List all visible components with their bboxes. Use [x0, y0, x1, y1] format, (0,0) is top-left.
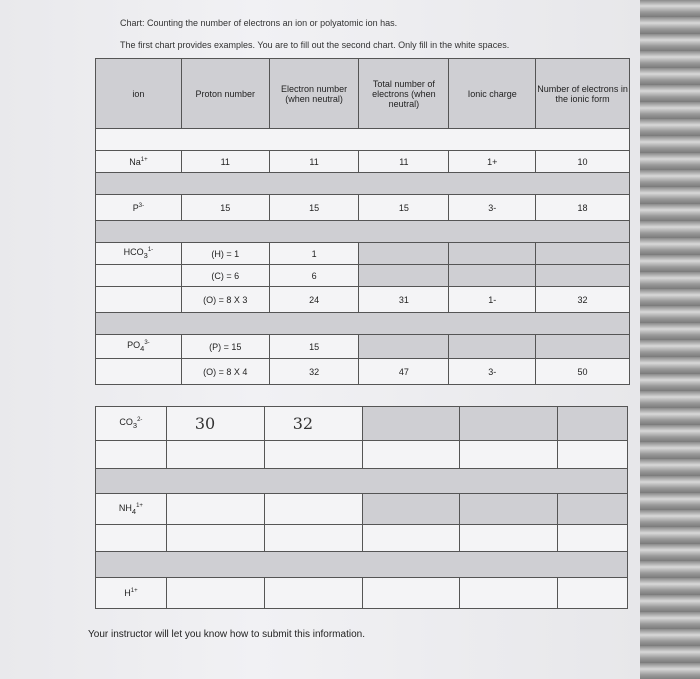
proton-input[interactable]: [166, 578, 264, 609]
spacer-row: [96, 173, 630, 195]
footer-text: Your instructor will let you know how to submit this information.: [88, 629, 365, 640]
ion-cell: [96, 525, 167, 552]
ionic-cell: 10: [536, 151, 630, 173]
total-cell: 15: [359, 195, 449, 221]
total-input[interactable]: [362, 525, 460, 552]
table-row: [96, 243, 630, 265]
proton-cell: 15: [181, 195, 269, 221]
ion-cell: $H^{1+}$: [96, 578, 167, 609]
electron-cell: 15: [269, 195, 359, 221]
proton-input[interactable]: [166, 441, 264, 469]
ionic-input[interactable]: [558, 441, 628, 469]
charge-cell: [460, 407, 558, 441]
ion-cell: $HCO_3^{1-}$: [96, 243, 182, 265]
ionic-cell: [536, 243, 630, 265]
electron-cell: 24: [269, 287, 359, 313]
ionic-cell: [558, 494, 628, 525]
ionic-input[interactable]: [558, 525, 628, 552]
total-cell: [359, 265, 449, 287]
charge-input[interactable]: [460, 578, 558, 609]
proton-input[interactable]: [166, 494, 264, 525]
ion-cell: [96, 441, 167, 469]
spacer-row: [96, 469, 628, 494]
spacer-row: [96, 221, 630, 243]
ion-cell: $PO_4^{3-}$: [96, 335, 182, 359]
header-proton: Proton number: [181, 59, 269, 129]
ion-cell: $Na^{1+}$: [96, 151, 182, 173]
total-input[interactable]: [362, 578, 460, 609]
spiral-binding: [640, 0, 700, 679]
ionic-input[interactable]: [558, 578, 628, 609]
total-cell: 31: [359, 287, 449, 313]
chart-title: Chart: Counting the number of electrons an ion or polyatomic ion has.: [120, 18, 398, 28]
electron-input[interactable]: [264, 578, 362, 609]
charge-input[interactable]: [460, 441, 558, 469]
total-cell: 47: [359, 359, 449, 385]
electron-input[interactable]: [264, 441, 362, 469]
total-cell: [362, 407, 460, 441]
proton-input[interactable]: 30: [166, 407, 264, 441]
instructions-text: The first chart provides examples. You are to fill out the second chart. Only fill in the white spaces.: [120, 40, 510, 50]
table-row: [96, 441, 628, 469]
proton-input[interactable]: [166, 525, 264, 552]
charge-input[interactable]: [460, 525, 558, 552]
proton-cell: (O) = 8 X 4: [181, 359, 269, 385]
header-electron: Electron number (when neutral): [269, 59, 359, 129]
spacer-row: [96, 313, 630, 335]
charge-cell: [449, 265, 536, 287]
table-row: [96, 407, 628, 441]
table-row: [96, 195, 630, 221]
table-row: [96, 265, 630, 287]
electron-cell: 32: [269, 359, 359, 385]
ion-cell: $P^{3-}$: [96, 195, 182, 221]
header-charge: Ionic charge: [449, 59, 536, 129]
ionic-cell: [558, 407, 628, 441]
ionic-cell: 32: [536, 287, 630, 313]
header-ionic: Number of electrons in the ionic form: [536, 59, 630, 129]
table-row: [96, 151, 630, 173]
header-ion: ion: [96, 59, 182, 129]
proton-cell: (H) = 1: [181, 243, 269, 265]
spacer-row: [96, 552, 628, 578]
ionic-cell: 18: [536, 195, 630, 221]
charge-cell: 3-: [449, 195, 536, 221]
header-row: [96, 59, 630, 129]
ion-cell: [96, 265, 182, 287]
table-row: [96, 359, 630, 385]
charge-cell: 1+: [449, 151, 536, 173]
electron-input[interactable]: [264, 494, 362, 525]
electron-input[interactable]: [264, 525, 362, 552]
example-table: [95, 58, 630, 385]
ion-cell: $CO_3^{2-}$: [96, 407, 167, 441]
ion-cell: $NH_4^{1+}$: [96, 494, 167, 525]
table-row: [96, 287, 630, 313]
table-row: [96, 525, 628, 552]
proton-cell: (C) = 6: [181, 265, 269, 287]
total-input[interactable]: [362, 441, 460, 469]
electron-cell: 6: [269, 265, 359, 287]
electron-cell: 11: [269, 151, 359, 173]
electron-cell: 15: [269, 335, 359, 359]
electron-input[interactable]: 32: [264, 407, 362, 441]
ionic-cell: [536, 335, 630, 359]
charge-cell: 1-: [449, 287, 536, 313]
charge-cell: [449, 243, 536, 265]
ion-cell: [96, 287, 182, 313]
charge-cell: 3-: [449, 359, 536, 385]
header-total: Total number of electrons (when neutral): [359, 59, 449, 129]
proton-cell: (O) = 8 X 3: [181, 287, 269, 313]
total-cell: [359, 243, 449, 265]
charge-cell: [449, 335, 536, 359]
fill-in-table: [95, 406, 628, 609]
ionic-cell: 50: [536, 359, 630, 385]
proton-cell: 11: [181, 151, 269, 173]
table-row: [96, 335, 630, 359]
proton-cell: (P) = 15: [181, 335, 269, 359]
charge-cell: [460, 494, 558, 525]
spacer-row: [96, 129, 630, 151]
total-cell: 11: [359, 151, 449, 173]
ion-cell: [96, 359, 182, 385]
total-cell: [362, 494, 460, 525]
table-row: [96, 578, 628, 609]
ionic-cell: [536, 265, 630, 287]
total-cell: [359, 335, 449, 359]
table-row: [96, 494, 628, 525]
electron-cell: 1: [269, 243, 359, 265]
